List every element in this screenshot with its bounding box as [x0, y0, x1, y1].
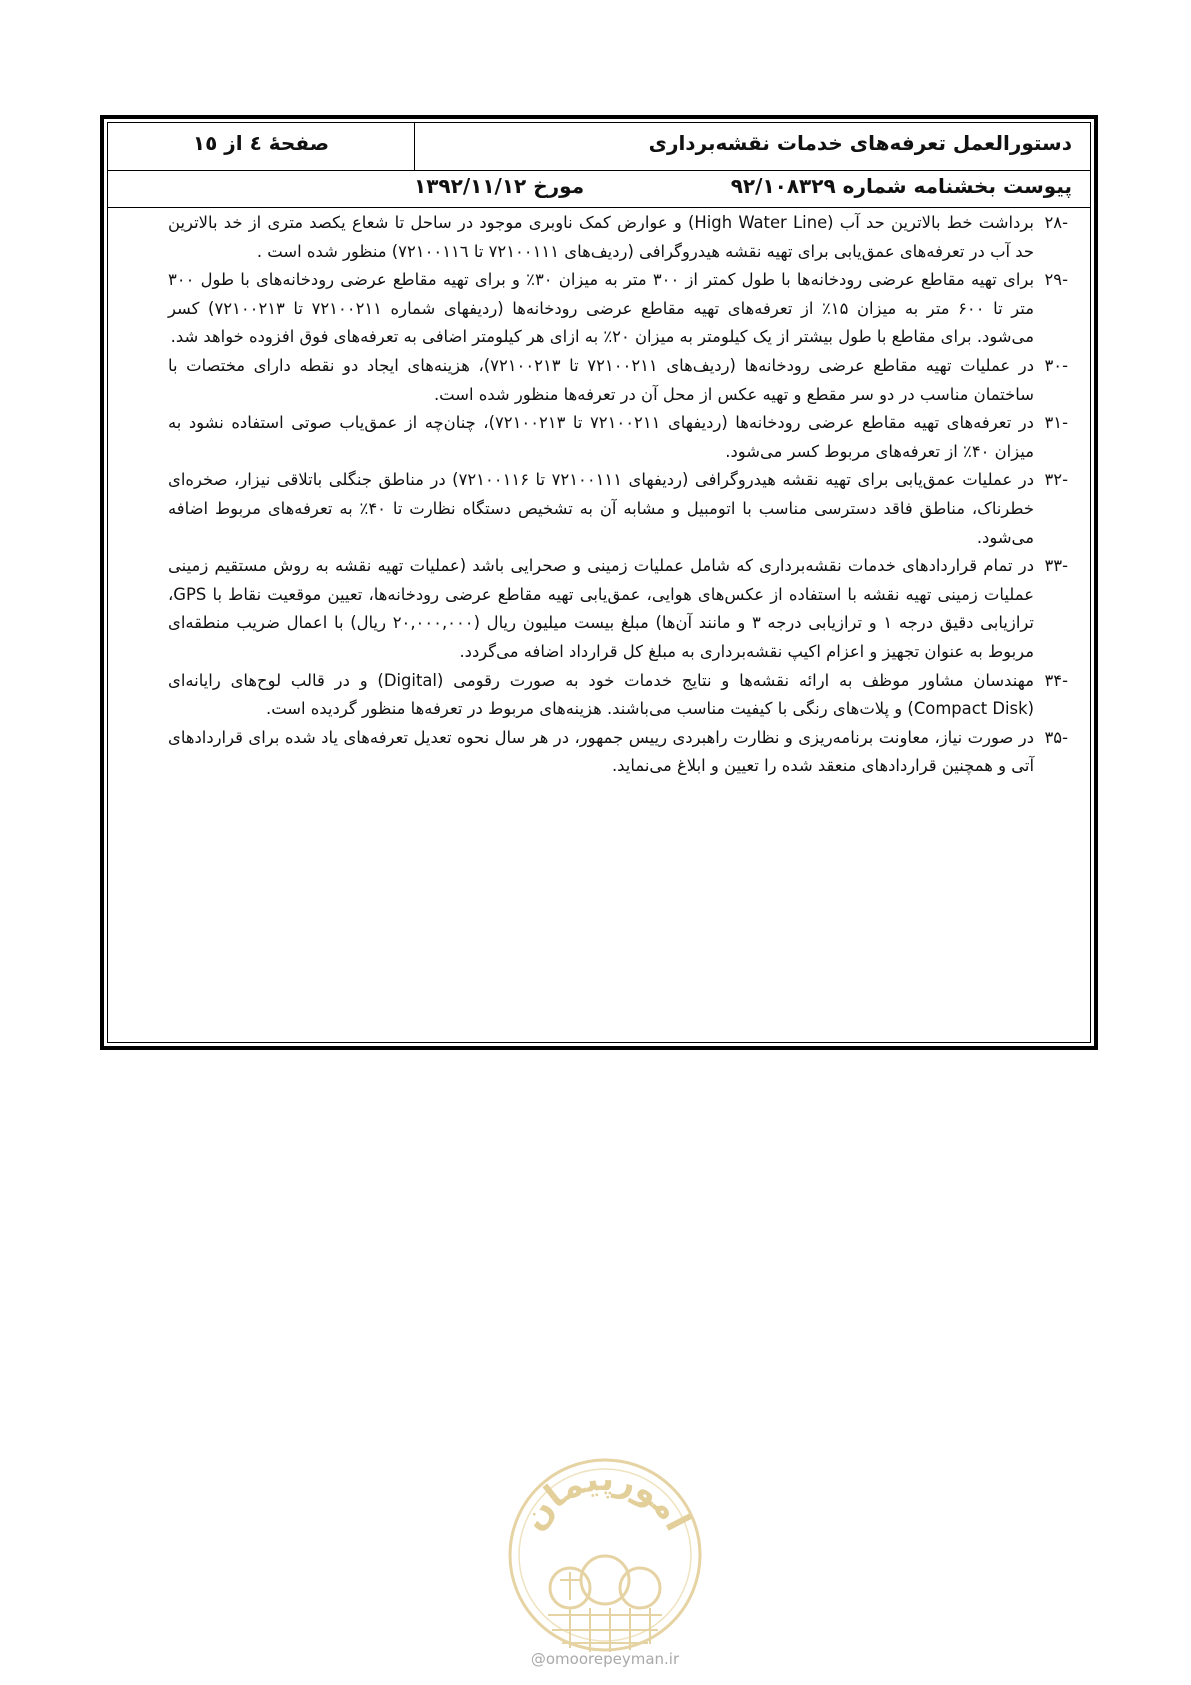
- clause-number: -٣٠: [1044, 355, 1068, 375]
- header-divider: [414, 123, 415, 170]
- clause-number: -٢٨: [1044, 213, 1068, 232]
- document-frame: [100, 115, 1098, 1050]
- clause-item: [168, 724, 1068, 781]
- clause-number: -٣۵: [1044, 727, 1068, 747]
- clause-item: [168, 352, 1068, 409]
- clause-text: برداشت خط بالاترین حد آب (High Water Line) و عوارض کمک ناوبری موجود در ساحل تا شعاع یکصد متری از خد بالاترین حد آب در تعرفه‌های عمق‌یابی برای تهیه نقشه هیدروگرافی (ردیف‌های ٧٢١٠٠١١١ تا ٧٢١٠٠١١٦) منظور شده است .: [168, 213, 1034, 261]
- clause-number: -٢٩: [1044, 270, 1068, 290]
- header-row-attachment: [108, 170, 1090, 208]
- clause-text: در تمام قراردادهای خدمات نقشه‌برداری که شامل عملیات زمینی و صحرایی باشد (عملیات تهیه نقشه به روش مستقیم زمینی عملیات زمینی تهیه نقشه با استفاده از عکس‌های هوایی، عمق‌یابی تهیه مقاطع عرضی رودخانه‌ها، تعیین موقعیت نقاط با GPS، ترازیابی دقیق درجه ١ و ترازیابی درجه ٣ و مانند آن‌ها) مبلغ بیست میلیون ریال (٢٠,٠٠٠,٠٠٠ ریال) با اعمال ضریب منطقه‌ای مربوط به عنوان تجهیز و اعزام اکیپ نقشه‌برداری به مبلغ کل قرارداد اضافه می‌گردد.: [168, 556, 1034, 661]
- attachment-number: پیوست بخشنامه شماره ٩٢/١٠٨٣٢٩: [730, 174, 1072, 198]
- clause-text: در تعرفه‌های تهیه مقاطع عرضی رودخانه‌ها (ردیفهای ٧٢١٠٠٢١١ تا ٧٢١٠٠٢١٣)، چنان‌چه از عمق‌یاب صوتی استفاده نشود به میزان ۴٠٪ از تعرفه‌های مربوط کسر می‌شود.: [168, 413, 1034, 461]
- clause-item: [168, 209, 1068, 266]
- clause-number: -٣٣: [1044, 556, 1068, 576]
- clause-number: -٣١: [1044, 413, 1068, 433]
- clause-text: در عملیات عمق‌یابی برای تهیه نقشه هیدروگرافی (ردیفهای ٧٢١٠٠١١١ تا ٧٢١٠٠١١۶) در مناطق جنگلی باتلاقی نیزار، صخره‌ای خطرناک، مناطق فاقد دسترسی مناسب با اتومبیل و مشابه آن به تشخیص دستگاه نظارت تا ۴٠٪ به تعرفه‌های مربوط اضافه می‌شود.: [168, 470, 1034, 547]
- grid-icon: [548, 1608, 662, 1652]
- attachment-date: مورخ ١٣٩٢/١١/١٢: [414, 174, 585, 198]
- clause-item: [168, 466, 1068, 552]
- clause-number: -٣٢: [1044, 470, 1068, 490]
- watermark-seal-logo: [490, 1440, 720, 1670]
- document-frame-inner: [107, 122, 1091, 1043]
- clause-item: [168, 409, 1068, 466]
- gear-icon: [550, 1556, 660, 1608]
- clause-text: مهندسان مشاور موظف به ارائه نقشه‌ها و نتایج خدمات خود به صورت رقومی (Digital) و در قالب لوح‌های رایانه‌ای (Compact Disk) و پلات‌های رنگی با کیفیت مناسب می‌باشند. هزینه‌های مربوط در تعرفه‌ها منظور گردیده است.: [168, 670, 1034, 719]
- document-title: دستورالعمل تعرفه‌های خدمات نقشه‌برداری: [648, 131, 1072, 155]
- page-number: صفحهٔ ٤ از ١٥: [192, 131, 330, 155]
- watermark-caption: @omoorepeyman.ir: [530, 1650, 680, 1668]
- header-row-title: [108, 123, 1090, 171]
- seal-logo-text: امورپیمان: [513, 1458, 698, 1538]
- clause-text: در صورت نیاز، معاونت برنامه‌ریزی و نظارت راهبردی رییس جمهور، در هر سال نحوه تعدیل تعرفه‌های یاد شده برای قراردادهای آتی و همچنین قراردادهای منعقد شده را تعیین و ابلاغ می‌نماید.: [168, 727, 1034, 776]
- clause-text: در عملیات تهیه مقاطع عرضی رودخانه‌ها (ردیف‌های ٧٢١٠٠٢١١ تا ٧٢١٠٠٢١٣)، هزینه‌های ایجاد دو نقطه دارای مختصات با ساختمان مناسب در دو سر مقطع و تهیه عکس از محل آن در تعرفه‌ها منظور شده است.: [168, 355, 1034, 404]
- clause-item: [168, 667, 1068, 724]
- scales-icon: [560, 1572, 580, 1600]
- clause-item: [168, 266, 1068, 352]
- clauses-list: [168, 209, 1068, 781]
- clause-text: برای تهیه مقاطع عرضی رودخانه‌ها با طول کمتر از ٣٠٠ متر به میزان ٣٠٪ و برای تهیه مقاطع عرضی رودخانه‌های با طول ٣٠٠ متر تا ۶٠٠ متر به میزان ١۵٪ از تعرفه‌های تهیه مقاطع عرضی رودخانه‌ها (ردیفهای شماره ٧٢١٠٠٢١١ تا ٧٢١٠٠٢١٣) کسر می‌شود. برای مقاطع با طول بیشتر از یک کیلومتر به میزان ٢٠٪ به ازای هر کیلومتر اضافی به تعرفه‌های فوق افزوده خواهد شد.: [168, 270, 1035, 347]
- clause-number: -٣۴: [1044, 670, 1068, 690]
- clause-item: [168, 552, 1068, 666]
